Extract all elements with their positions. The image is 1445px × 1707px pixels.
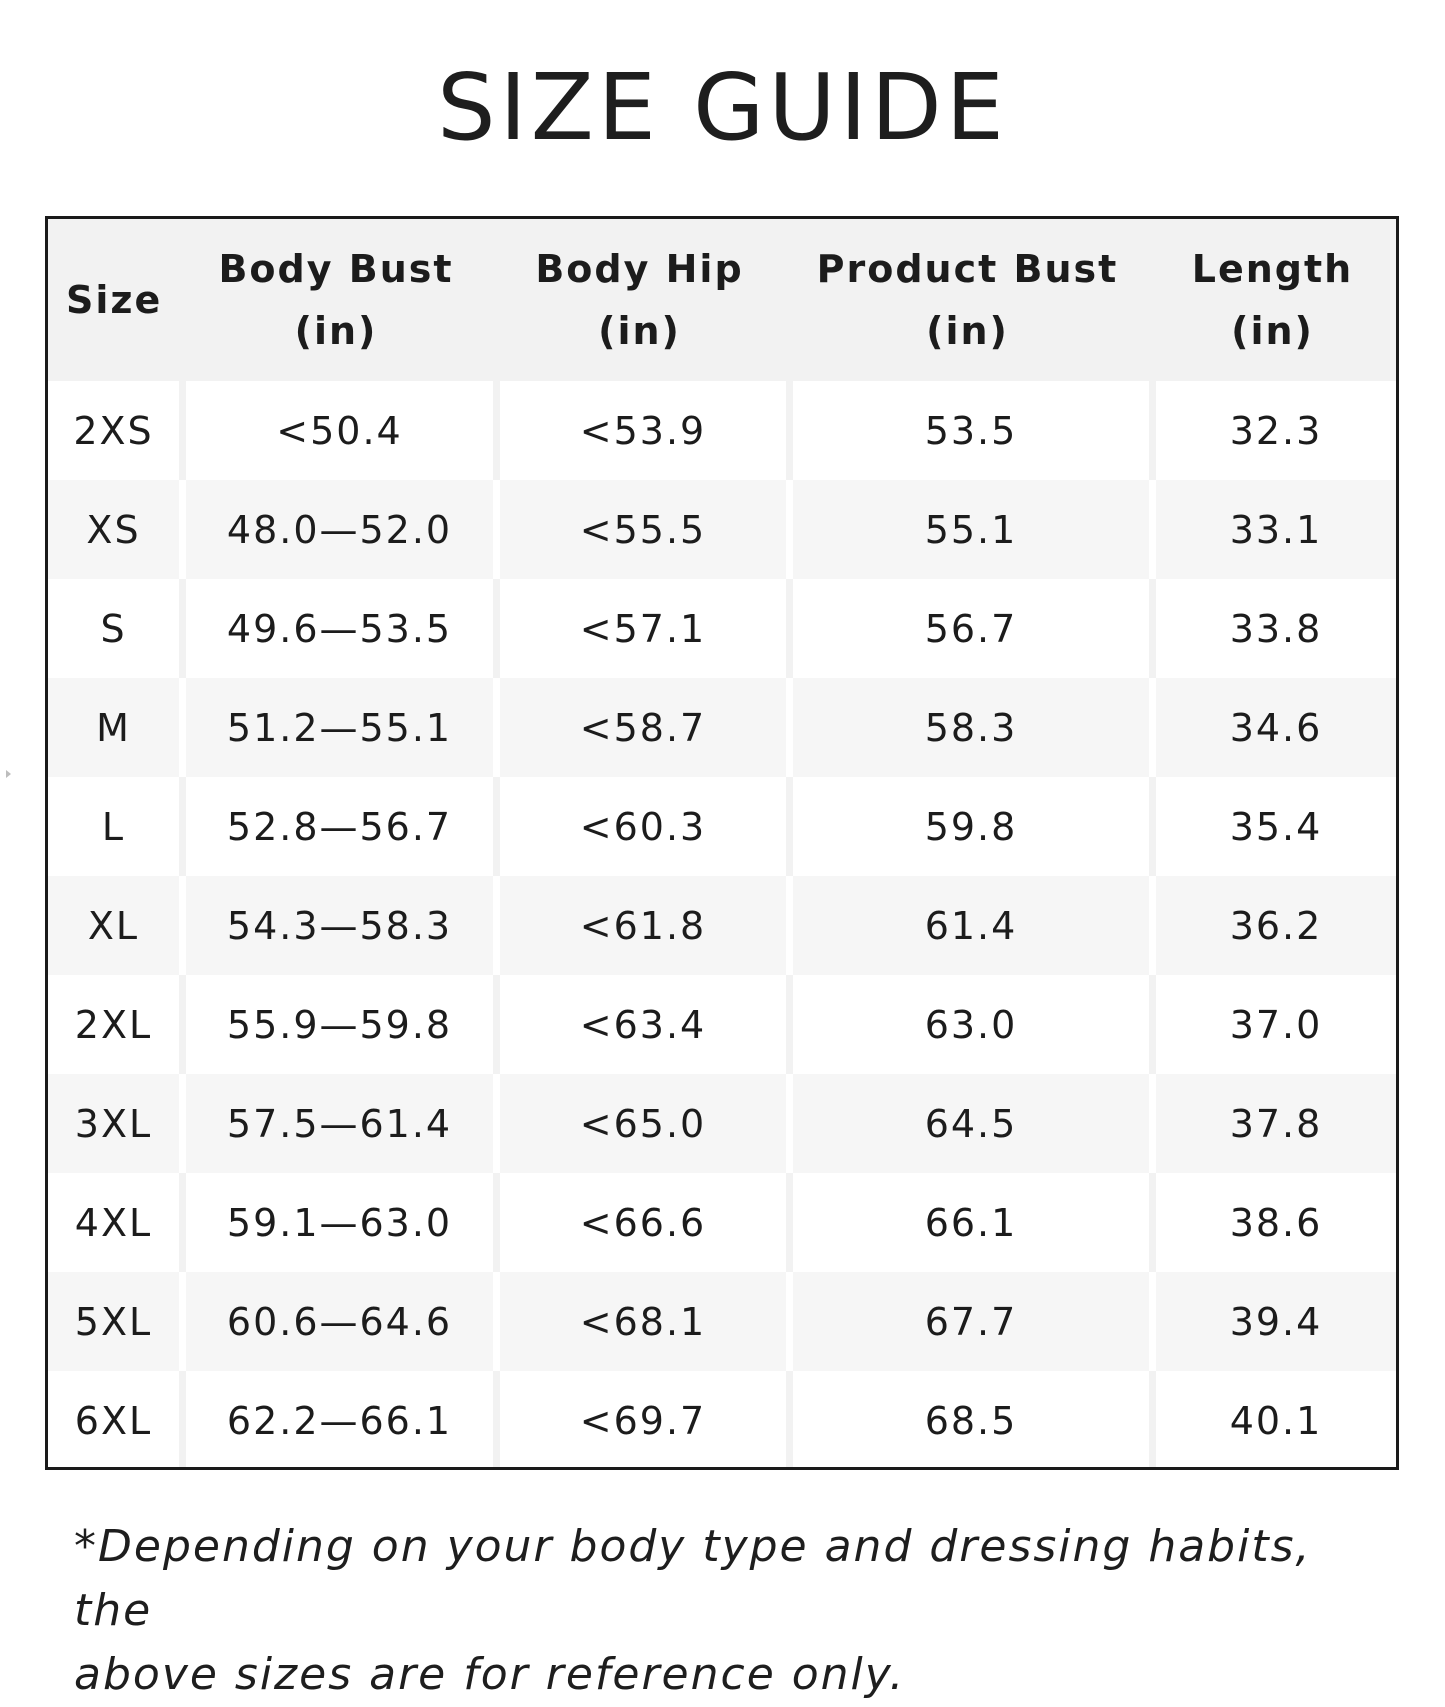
cell-length: 36.2 — [1149, 876, 1396, 975]
header-length-unit: (in) — [1231, 309, 1314, 353]
header-body-bust-label: Body Bust — [218, 247, 454, 291]
cell-product-bust: 68.5 — [786, 1371, 1149, 1470]
cell-length: 39.4 — [1149, 1272, 1396, 1371]
cell-product-bust: 53.5 — [786, 381, 1149, 480]
table-row — [48, 678, 1396, 777]
cell-body-bust: 59.1—63.0 — [179, 1173, 493, 1272]
table-row — [48, 876, 1396, 975]
cell-length: 32.3 — [1149, 381, 1396, 480]
cell-body-hip: <57.1 — [493, 579, 786, 678]
reference-note — [74, 1515, 1404, 1707]
cell-product-bust: 56.7 — [786, 579, 1149, 678]
cell-size: 4XL — [48, 1173, 179, 1272]
cell-length: 38.6 — [1149, 1173, 1396, 1272]
cell-product-bust: 67.7 — [786, 1272, 1149, 1371]
header-length-label: Length — [1191, 247, 1354, 291]
cell-size: M — [48, 678, 179, 777]
cell-body-bust: 48.0—52.0 — [179, 480, 493, 579]
cell-body-hip: <58.7 — [493, 678, 786, 777]
cell-product-bust: 55.1 — [786, 480, 1149, 579]
cell-body-hip: <69.7 — [493, 1371, 786, 1470]
cell-size: S — [48, 579, 179, 678]
cell-body-hip: <60.3 — [493, 777, 786, 876]
cell-body-bust: 54.3—58.3 — [179, 876, 493, 975]
header-product-bust — [786, 219, 1149, 381]
table-row — [48, 1173, 1396, 1272]
header-size — [48, 219, 179, 381]
table-row — [48, 975, 1396, 1074]
header-body-hip — [493, 219, 786, 381]
cell-product-bust: 59.8 — [786, 777, 1149, 876]
cell-body-bust: 60.6—64.6 — [179, 1272, 493, 1371]
table-row — [48, 777, 1396, 876]
cell-product-bust: 63.0 — [786, 975, 1149, 1074]
table-row — [48, 1272, 1396, 1371]
cell-body-hip: <61.8 — [493, 876, 786, 975]
cell-length: 33.1 — [1149, 480, 1396, 579]
cell-product-bust: 64.5 — [786, 1074, 1149, 1173]
cell-body-hip: <53.9 — [493, 381, 786, 480]
cell-body-bust: 49.6—53.5 — [179, 579, 493, 678]
page-title: SIZE GUIDE — [437, 54, 1008, 161]
cell-length: 35.4 — [1149, 777, 1396, 876]
header-product-bust-label: Product Bust — [816, 247, 1119, 291]
cell-body-bust: <50.4 — [179, 381, 493, 480]
table-row — [48, 480, 1396, 579]
header-body-hip-label: Body Hip — [535, 247, 744, 291]
cell-body-bust: 51.2—55.1 — [179, 678, 493, 777]
cell-length: 37.8 — [1149, 1074, 1396, 1173]
cell-body-bust: 52.8—56.7 — [179, 777, 493, 876]
note-line-2: above sizes are for reference only. — [74, 1649, 906, 1700]
header-body-hip-unit: (in) — [598, 309, 681, 353]
cell-size: 6XL — [48, 1371, 179, 1470]
table-row — [48, 1371, 1396, 1470]
cell-body-hip: <68.1 — [493, 1272, 786, 1371]
edge-arrow-icon — [6, 770, 11, 778]
cell-size: 3XL — [48, 1074, 179, 1173]
cell-body-hip: <55.5 — [493, 480, 786, 579]
cell-product-bust: 66.1 — [786, 1173, 1149, 1272]
cell-body-hip: <66.6 — [493, 1173, 786, 1272]
table-header-row — [48, 219, 1396, 381]
header-length — [1149, 219, 1396, 381]
cell-size: 2XS — [48, 381, 179, 480]
cell-size: 5XL — [48, 1272, 179, 1371]
cell-body-hip: <63.4 — [493, 975, 786, 1074]
header-body-bust — [179, 219, 493, 381]
note-line-1: *Depending on your body type and dressing habits, the — [74, 1521, 1312, 1636]
cell-product-bust: 61.4 — [786, 876, 1149, 975]
table-row — [48, 381, 1396, 480]
table-row — [48, 1074, 1396, 1173]
cell-size: L — [48, 777, 179, 876]
cell-length: 40.1 — [1149, 1371, 1396, 1470]
cell-size: 2XL — [48, 975, 179, 1074]
cell-size: XL — [48, 876, 179, 975]
cell-length: 37.0 — [1149, 975, 1396, 1074]
cell-body-bust: 57.5—61.4 — [179, 1074, 493, 1173]
cell-length: 33.8 — [1149, 579, 1396, 678]
cell-body-hip: <65.0 — [493, 1074, 786, 1173]
header-body-bust-unit: (in) — [294, 309, 378, 353]
cell-body-bust: 55.9—59.8 — [179, 975, 493, 1074]
cell-body-bust: 62.2—66.1 — [179, 1371, 493, 1470]
cell-length: 34.6 — [1149, 678, 1396, 777]
header-size-label: Size — [66, 278, 163, 322]
size-table-grid — [48, 219, 1396, 1470]
cell-size: XS — [48, 480, 179, 579]
size-table — [45, 216, 1399, 1470]
header-product-bust-unit: (in) — [926, 309, 1009, 353]
table-row — [48, 579, 1396, 678]
cell-product-bust: 58.3 — [786, 678, 1149, 777]
